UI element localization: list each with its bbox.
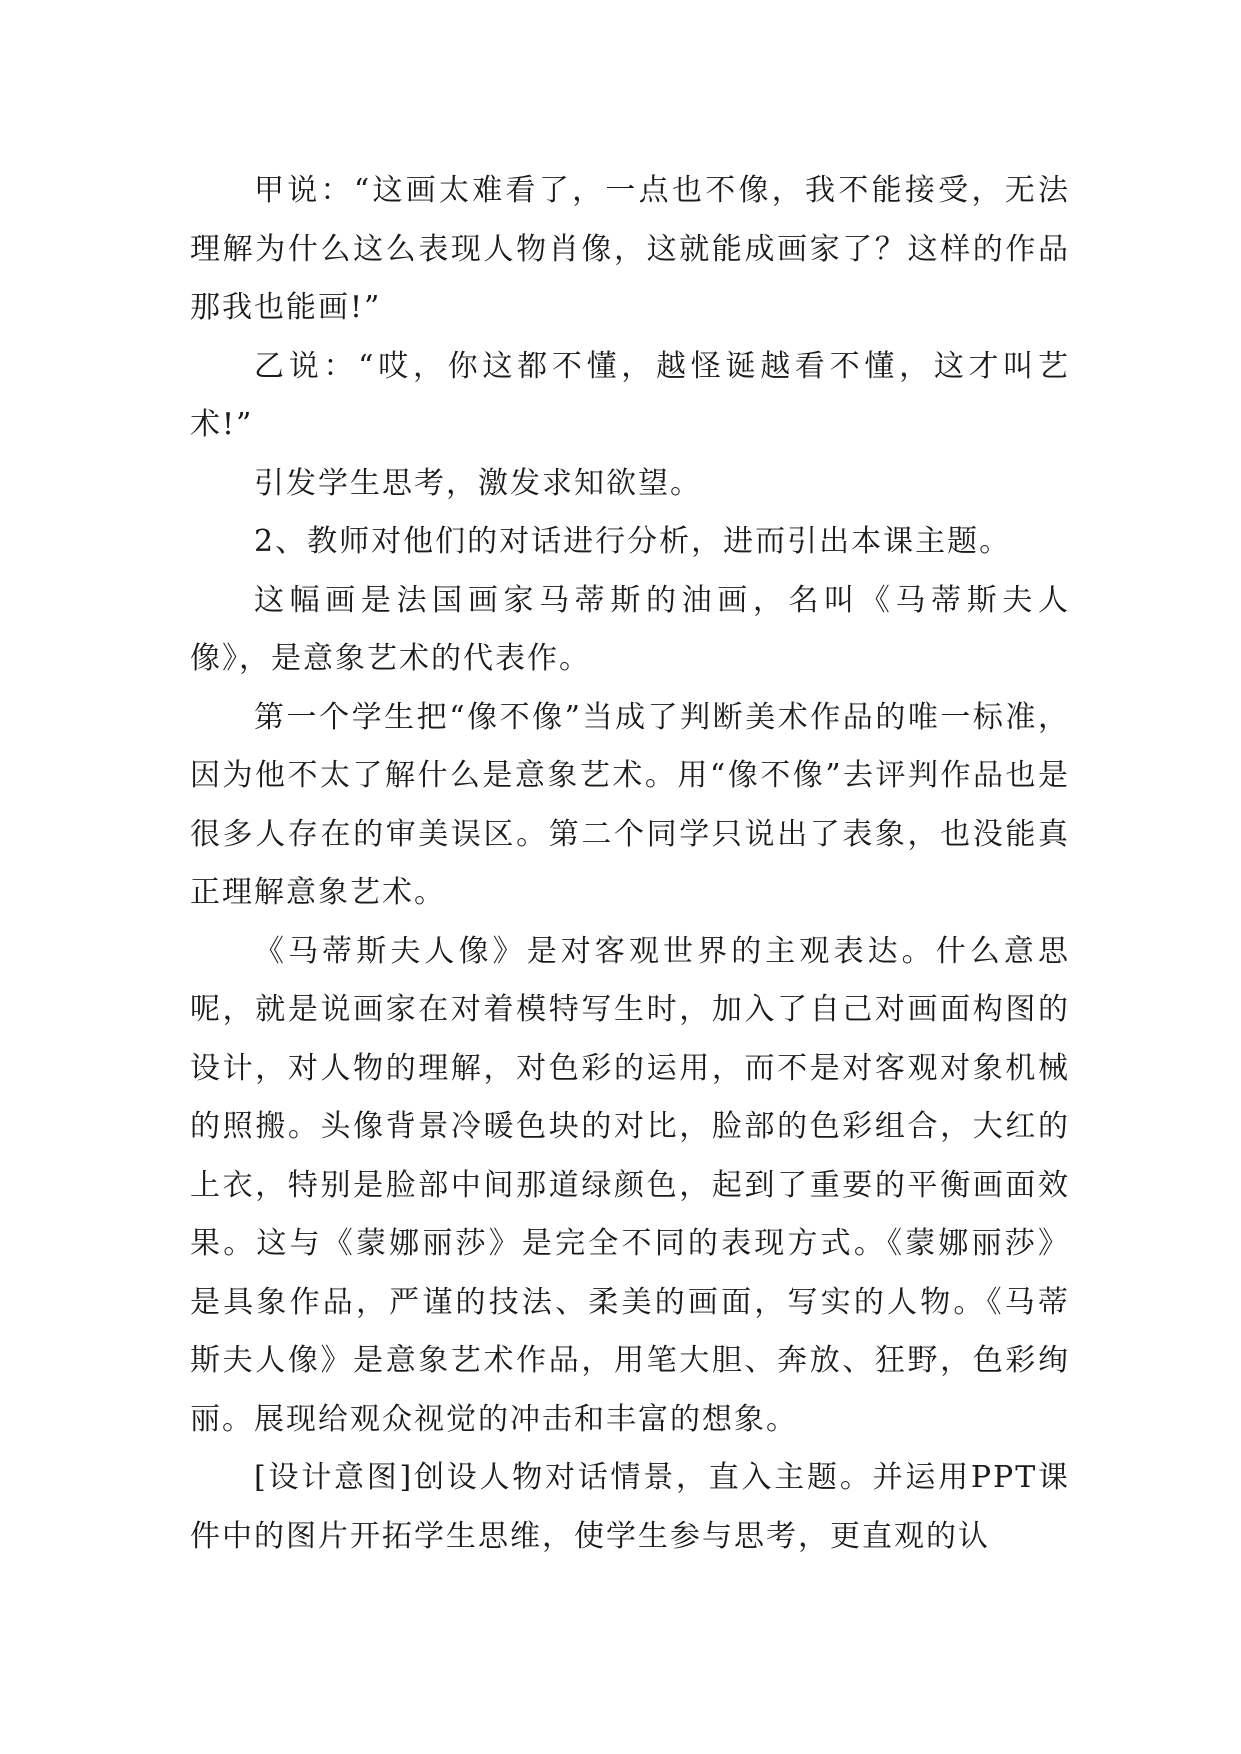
paragraph-painting-intro: 这幅画是法国画家马蒂斯的油画，名叫《马蒂斯夫人像》，是意象艺术的代表作。 [190, 582, 1070, 676]
paragraph-jia-says: 甲说：“这画太难看了，一点也不像，我不能接受，无法理解为什么这么表现人物肖像，这就能成画家了？这样的作品那我也能画!” [190, 173, 1070, 325]
paragraph-provoke-thinking: 引发学生思考，激发求知欲望。 [254, 465, 702, 501]
paragraph-teacher-analysis: 2、教师对他们的对话进行分析，进而引出本课主题。 [254, 524, 1012, 559]
paragraph-yi-says: 乙说：“哎，你这都不懂，越怪诞越看不懂，这才叫艺术!” [190, 348, 1070, 442]
paragraph-matisse-analysis: 《马蒂斯夫人像》是对客观世界的主观表达。什么意思呢，就是说画家在对着模特写生时，加入了自己对画面构图的设计，对人物的理解，对色彩的运用，而不是对客观对象机械的照搬。头像背景冷暖色块的对比，脸部的色彩组合，大红的上衣，特别是脸部中间那道绿颜色，起到了重要的平衡画面效果。这与《蒙娜丽莎》是完全不同的表现方式。《蒙娜丽莎》是具象作品，严谨的技法、柔美的画面，写实的人物。《马蒂斯夫人像》是意象艺术作品，用笔大胆、奔放、狂野，色彩绚丽。展现给观众视觉的冲击和丰富的想象。 [190, 933, 1070, 1437]
paragraph-first-student: 第一个学生把“像不像”当成了判断美术作品的唯一标准，因为他不太了解什么是意象艺术。用“像不像”去评判作品也是很多人存在的审美误区。第二个同学只说出了表象，也没能真正理解意象艺术。 [190, 699, 1070, 910]
body-text [190, 162, 1070, 1566]
paragraph-design-intent: [设计意图]创设人物对话情景，直入主题。并运用PPT课件中的图片开拓学生思维，使学生参与思考，更直观的认 [190, 1460, 1070, 1554]
